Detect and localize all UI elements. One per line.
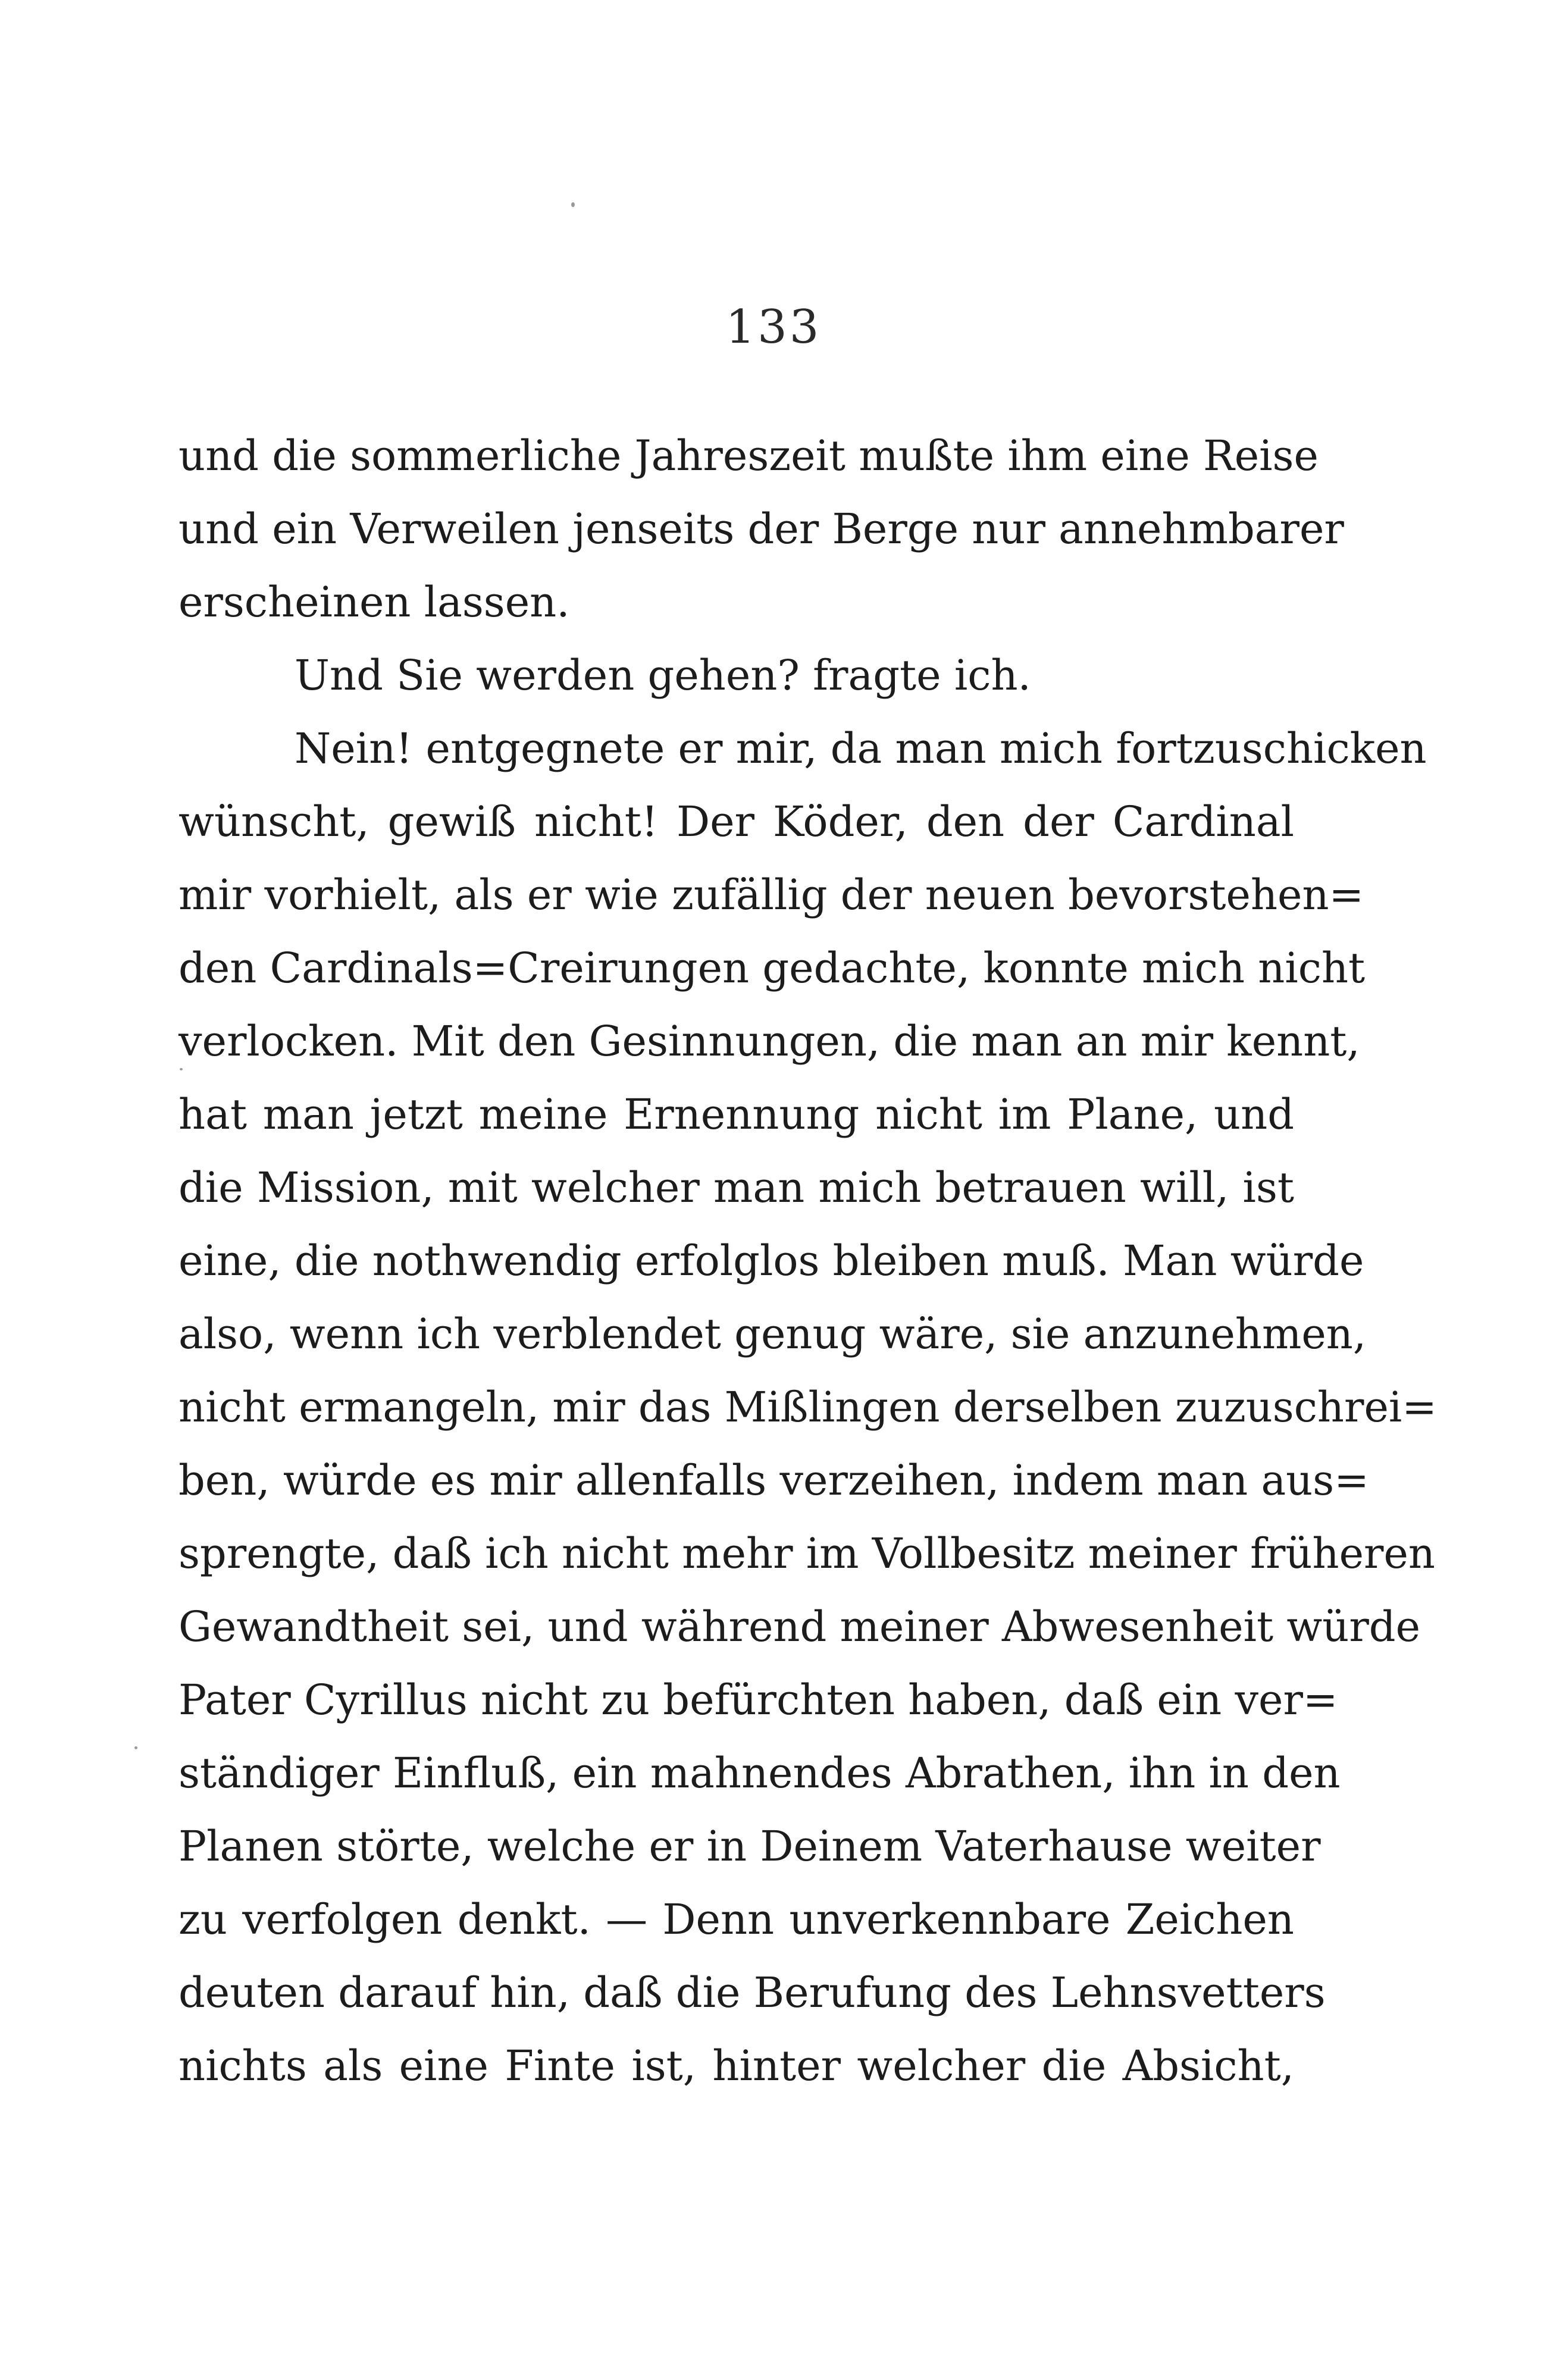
text-line: Nein! entgegnete er mir, da man mich fortzuschicken [295, 724, 1427, 773]
text-line: ben, würde es mir allenfalls verzeihen, indem man aus= [178, 1456, 1369, 1505]
text-line: und die sommerliche Jahreszeit mußte ihm eine Reise [178, 431, 1319, 480]
paper-speck [134, 1746, 137, 1749]
text-line: den Cardinals=Creirungen gedachte, konnte mich nicht [178, 944, 1366, 992]
text-line: nichts als eine Finte ist, hinter welcher die Absicht, [178, 2041, 1294, 2090]
text-line: ständiger Einfluß, ein mahnendes Abrathen, ihn in den [178, 1749, 1341, 1797]
paper-speck [180, 1068, 183, 1070]
text-line: Pater Cyrillus nicht zu befürchten haben, daß ein ver= [178, 1676, 1338, 1724]
text-line: sprengte, daß ich nicht mehr im Vollbesitz meiner früheren [178, 1529, 1435, 1578]
text-line: wünscht, gewiß nicht! Der Köder, den der Cardinal [178, 797, 1294, 846]
text-line: hat man jetzt meine Ernennung nicht im Plane, und [178, 1090, 1294, 1139]
text-line: nicht ermangeln, mir das Mißlingen derselben zuzuschrei= [178, 1383, 1437, 1432]
page-number: 133 [725, 300, 822, 354]
text-line: deuten darauf hin, daß die Berufung des Lehnsvetters [178, 1968, 1326, 2017]
text-line: Planen störte, welche er in Deinem Vaterhause weiter [178, 1822, 1321, 1871]
text-line: Gewandtheit sei, und während meiner Abwesenheit würde [178, 1602, 1421, 1651]
paper-speck [571, 202, 575, 207]
text-line: die Mission, mit welcher man mich betrauen will, ist [178, 1163, 1294, 1212]
text-line: also, wenn ich verblendet genug wäre, sie anzunehmen, [178, 1310, 1367, 1358]
text-line: und ein Verweilen jenseits der Berge nur annehmbarer [178, 505, 1344, 553]
text-line: erscheinen lassen. [178, 578, 570, 627]
text-line: verlocken. Mit den Gesinnungen, die man an mir kennt, [178, 1017, 1360, 1066]
text-line: zu verfolgen denkt. — Denn unverkennbare Zeichen [178, 1895, 1294, 1944]
text-line: mir vorhielt, als er wie zufällig der neuen bevorstehen= [178, 870, 1364, 919]
body-text [178, 419, 1437, 2103]
text-line: eine, die nothwendig erfolglos bleiben muß. Man würde [178, 1236, 1364, 1285]
text-line: Und Sie werden gehen? fragte ich. [295, 651, 1031, 700]
